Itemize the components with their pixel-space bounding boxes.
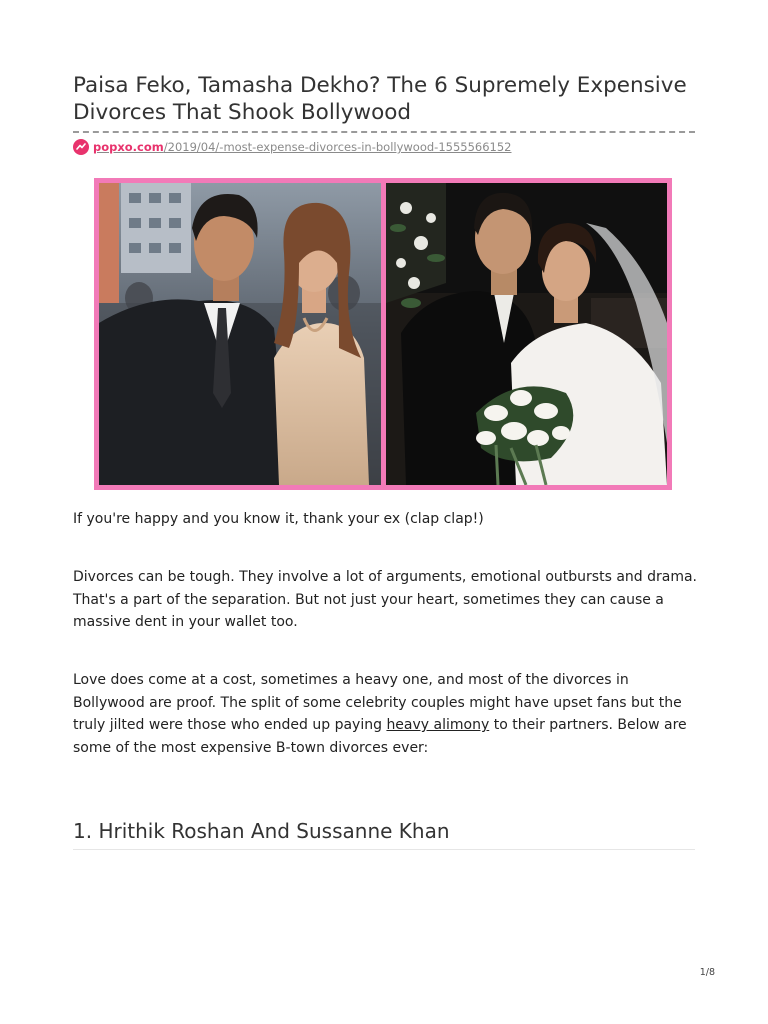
paragraph-3-text-before: Love does come at a cost, sometimes a heavy one, and most of the divorces in Bollywood are proof. The split of some celebrity couples might have upset fans but the truly jilted were those who ended up paying	[73, 672, 682, 733]
photo-couple-left	[99, 183, 381, 485]
source-domain: popxo.com	[93, 140, 164, 154]
popxo-logo-icon	[73, 139, 89, 155]
body-paragraph-3	[73, 669, 698, 759]
body-paragraph-2: Divorces can be tough. They involve a lot of arguments, emotional outbursts and drama. That's a part of the separation. But not just your heart, sometimes they can cause a massive dent in your wallet too.	[73, 569, 698, 630]
title-divider	[73, 131, 695, 133]
article-title: Paisa Feko, Tamasha Dekho? The 6 Supremely Expensive Divorces That Shook Bollywood	[73, 73, 687, 125]
hero-image	[94, 178, 672, 490]
intro-paragraph: If you're happy and you know it, thank your ex (clap clap!)	[73, 511, 484, 527]
heavy-alimony-link[interactable]: heavy alimony	[386, 717, 490, 733]
section-heading: 1. Hrithik Roshan And Sussanne Khan	[73, 819, 450, 843]
source-link[interactable]	[93, 140, 512, 154]
photo-couple-right	[386, 183, 667, 485]
source-path: /2019/04/-most-expense-divorces-in-bollywood-1555566152	[163, 140, 512, 154]
section-divider	[73, 849, 695, 850]
paragraph-3-text-after: to their partners. Below are some of the most expensive B-town divorces ever:	[73, 717, 687, 756]
source-url	[73, 138, 512, 156]
page-number: 1/8	[699, 967, 715, 978]
